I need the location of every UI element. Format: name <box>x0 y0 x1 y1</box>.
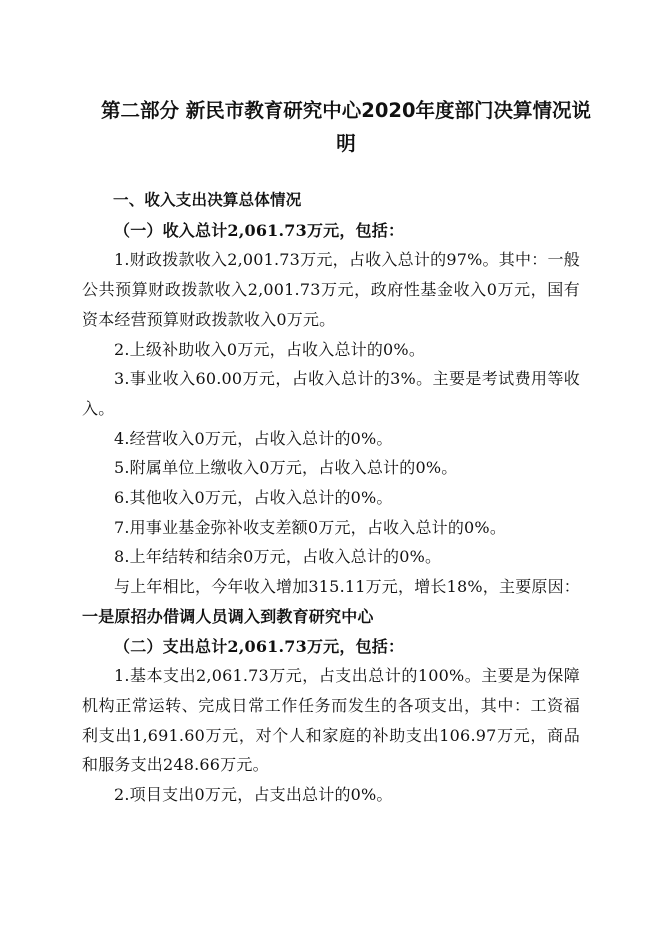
comparison-reason: 一是原招办借调人员调入到教育研究中心 <box>82 606 374 626</box>
income-item: 6.其他收入0万元，占收入总计的0%。 <box>114 488 393 508</box>
comparison-text: 与上年相比，今年收入增加315.11万元，增长18%，主要原因： <box>114 577 580 597</box>
expense-item: 2.项目支出0万元，占支出总计的0%。 <box>114 785 393 805</box>
income-item: 4.经营收入0万元，占收入总计的0%。 <box>114 428 393 448</box>
expense-item: 1.基本支出2,061.73万元，占支出总计的100%。主要是为保障机构正常运转、完成日常工作任务而发生的各项支出，其中：工资福利支出1,691.60万元，对个人和家庭的补助支出106.97万元，商品和服务支出248.66万元。 <box>82 666 580 775</box>
income-total-heading: （一）收入总计2,061.73万元，包括： <box>114 220 405 240</box>
income-item: 3.事业收入60.00万元，占收入总计的3%。主要是考试费用等收入。 <box>82 369 580 418</box>
income-item: 1.财政拨款收入2,001.73万元，占收入总计的97%。其中：一般公共预算财政拨款收入2,001.73万元，政府性基金收入0万元，国有资本经营预算财政拨款收入0万元。 <box>82 250 580 329</box>
income-item: 2.上级补助收入0万元，占收入总计的0%。 <box>114 339 426 359</box>
year-over-year-comparison <box>82 572 580 631</box>
document-title: 第二部分 新民市教育研究中心2020年度部门决算情况说明 <box>100 99 592 155</box>
income-item: 8.上年结转和结余0万元，占收入总计的0%。 <box>114 547 442 567</box>
document-body <box>82 186 580 810</box>
income-item: 5.附属单位上缴收入0万元，占收入总计的0%。 <box>114 458 458 478</box>
section-heading-income-expense-overview: 一、收入支出决算总体情况 <box>113 191 302 209</box>
expense-total-heading: （二）支出总计2,061.73万元，包括： <box>114 636 405 656</box>
income-item: 7.用事业基金弥补收支差额0万元，占收入总计的0%。 <box>114 517 507 537</box>
